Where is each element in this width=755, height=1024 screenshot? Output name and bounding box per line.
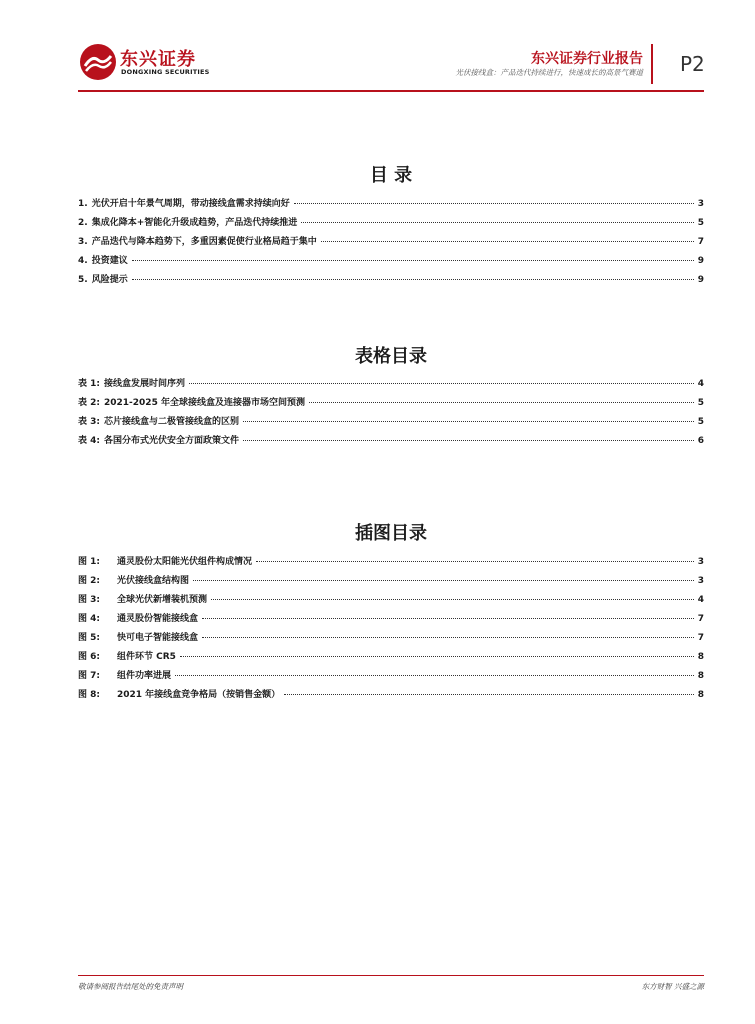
figure-item-page: 7 [697,614,704,624]
figure-item-page: 8 [697,671,704,681]
figure-item-label: 组件环节 CR5 [117,652,176,662]
figure-list-item[interactable] [78,649,704,668]
toc-item-number: 3. [78,237,88,247]
figure-item-page: 4 [697,595,704,605]
toc-item-page: 7 [697,237,704,247]
logo-english-name: DONGXING SECURITIES [121,68,210,76]
page-number: P2 [680,52,705,76]
toc-item[interactable] [78,196,704,215]
dot-leader [180,656,694,657]
dot-leader [256,561,694,562]
figure-item-label: 2021 年接线盒竞争格局（按销售金额） [117,690,281,700]
figure-item-number: 图 2: [78,576,100,586]
footer-disclaimer: 敬请参阅报告结尾处的免责声明 [78,982,183,991]
table-item-label: 2021-2025 年全球接线盒及连接器市场空间预测 [104,398,305,408]
figure-item-number: 图 1: [78,557,100,567]
figure-item-label: 组件功率进展 [117,671,172,681]
figure-list-item[interactable] [78,592,704,611]
figure-list-item[interactable] [78,630,704,649]
dot-leader [294,203,694,204]
dot-leader [301,222,694,223]
table-item-number: 表 1: [78,379,100,389]
toc-item-number: 5. [78,275,88,285]
table-item-page: 6 [697,436,704,446]
table-list-item[interactable] [78,395,704,414]
dot-leader [175,675,694,676]
toc-item-label: 光伏开启十年景气周期，带动接线盒需求持续向好 [91,199,290,209]
header-divider [651,44,653,84]
dot-leader [193,580,694,581]
table-item-page: 5 [697,417,704,427]
figure-item-page: 3 [697,576,704,586]
dot-leader [211,599,694,600]
toc-item-number: 4. [78,256,88,266]
toc-item-label: 风险提示 [91,275,128,285]
toc-item[interactable] [78,272,704,291]
figure-item-number: 图 7: [78,671,100,681]
toc-item-number: 1. [78,199,88,209]
figure-item-page: 8 [697,652,704,662]
table-list-item[interactable] [78,376,704,395]
toc-item[interactable] [78,234,704,253]
dot-leader [132,260,694,261]
toc-item-label: 投资建议 [91,256,128,266]
dot-leader [243,421,694,422]
figure-item-page: 3 [697,557,704,567]
table-item-page: 4 [697,379,704,389]
company-logo [78,42,208,82]
table-list-item[interactable] [78,414,704,433]
toc-item-number: 2. [78,218,88,228]
toc-item-page: 9 [697,256,704,266]
table-item-label: 接线盒发展时间序列 [104,379,186,389]
figure-item-label: 通灵股份太阳能光伏组件构成情况 [117,557,253,567]
dot-leader [284,694,694,695]
table-list-item[interactable] [78,433,704,452]
figure-item-label: 快可电子智能接线盒 [117,633,199,643]
table-list-title: 表格目录 [355,346,427,367]
toc-item-label: 集成化降本+智能化升级成趋势，产品迭代持续推进 [91,218,298,228]
figure-list-item[interactable] [78,668,704,687]
table-item-label: 芯片接线盒与二极管接线盒的区别 [104,417,240,427]
figure-item-number: 图 4: [78,614,100,624]
dot-leader [243,440,694,441]
table-item-number: 表 2: [78,398,100,408]
table-list [78,376,704,452]
toc-item-page: 9 [697,275,704,285]
figure-item-label: 全球光伏新增装机预测 [117,595,208,605]
figure-item-label: 光伏接线盒结构图 [117,576,190,586]
figure-item-page: 8 [697,690,704,700]
dot-leader [132,279,694,280]
footer-rule [78,975,704,976]
dongxing-logo-icon [78,42,118,82]
footer-slogan: 东方财智 兴盛之源 [641,982,704,991]
dot-leader [189,383,694,384]
dot-leader [309,402,694,403]
toc-item-page: 3 [697,199,704,209]
figure-item-number: 图 8: [78,690,100,700]
logo-chinese-name: 东兴证券 [120,49,196,70]
figure-list-item[interactable] [78,554,704,573]
figure-list-item[interactable] [78,573,704,592]
toc-item-label: 产品迭代与降本趋势下，多重因素促使行业格局趋于集中 [91,237,317,247]
dot-leader [202,618,694,619]
figure-item-number: 图 3: [78,595,100,605]
toc-item[interactable] [78,215,704,234]
report-type: 东兴证券行业报告 [531,51,643,67]
table-item-number: 表 3: [78,417,100,427]
figure-list [78,554,704,706]
table-item-label: 各国分布式光伏安全方面政策文件 [104,436,240,446]
figure-item-page: 7 [697,633,704,643]
toc-list [78,196,704,291]
header-rule [78,90,704,92]
toc-item-page: 5 [697,218,704,228]
figure-list-item[interactable] [78,687,704,706]
dot-leader [202,637,694,638]
figure-list-item[interactable] [78,611,704,630]
page-header [0,0,755,96]
figure-item-label: 通灵股份智能接线盒 [117,614,199,624]
figure-item-number: 图 6: [78,652,100,662]
dot-leader [321,241,694,242]
table-item-page: 5 [697,398,704,408]
toc-item[interactable] [78,253,704,272]
toc-title: 目 录 [369,165,413,186]
figure-list-title: 插图目录 [355,523,427,544]
report-subtitle: 光伏接线盒：产品迭代持续进行，快速成长的高景气赛道 [455,68,643,77]
figure-item-number: 图 5: [78,633,100,643]
table-item-number: 表 4: [78,436,100,446]
